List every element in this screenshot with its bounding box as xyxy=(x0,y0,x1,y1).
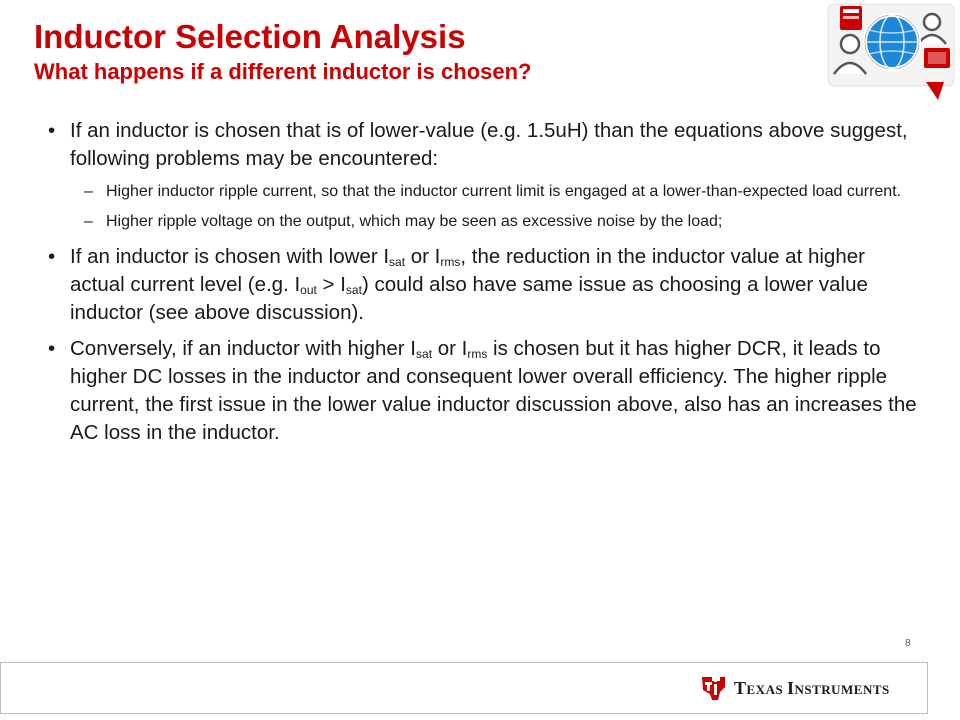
texas-instruments-wordmark: TEXAS INSTRUMENTS xyxy=(734,677,890,698)
sub-bullet-ripple-current: – Higher inductor ripple current, so that the inductor current limit is engaged at a lower-than-expected load current. xyxy=(48,179,918,205)
texas-instruments-logo xyxy=(698,673,890,703)
slide-title: Inductor Selection Analysis xyxy=(34,18,466,55)
bullet-lower-isat-irms: • If an inductor is chosen with lower $I_{sat}$ or $I_{rms}$, the reduction in the inductor value at higher actual current level (e.g. $I_{out} > I_{sat}$) could also have same issue as choosing a lower value inductor (see above discussion). xyxy=(48,243,918,327)
slide-subtitle: What happens if a different inductor is chosen? xyxy=(34,59,532,84)
texas-instruments-logo-icon xyxy=(698,673,728,703)
bullet-higher-dcr: • Conversely, if an inductor with higher $I_{sat}$ or $I_{rms}$ is chosen but it has higher DCR, it leads to higher DC losses in the inductor and consequent lower overall efficiency. The higher ripple current, the first issue in the lower value inductor discussion above, also has an increases the AC loss in the inductor. xyxy=(48,335,918,447)
people-network-globe-icon xyxy=(826,2,956,102)
bullet-lower-value-inductor: • If an inductor is chosen that is of lower-value (e.g. 1.5uH) than the equations above suggest, following problems may be encountered: xyxy=(48,117,918,173)
sub-bullet-ripple-voltage: – Higher ripple voltage on the output, which may be seen as excessive noise by the load; xyxy=(48,209,918,235)
page-number: 8 xyxy=(905,638,911,649)
slide-body xyxy=(48,117,918,453)
